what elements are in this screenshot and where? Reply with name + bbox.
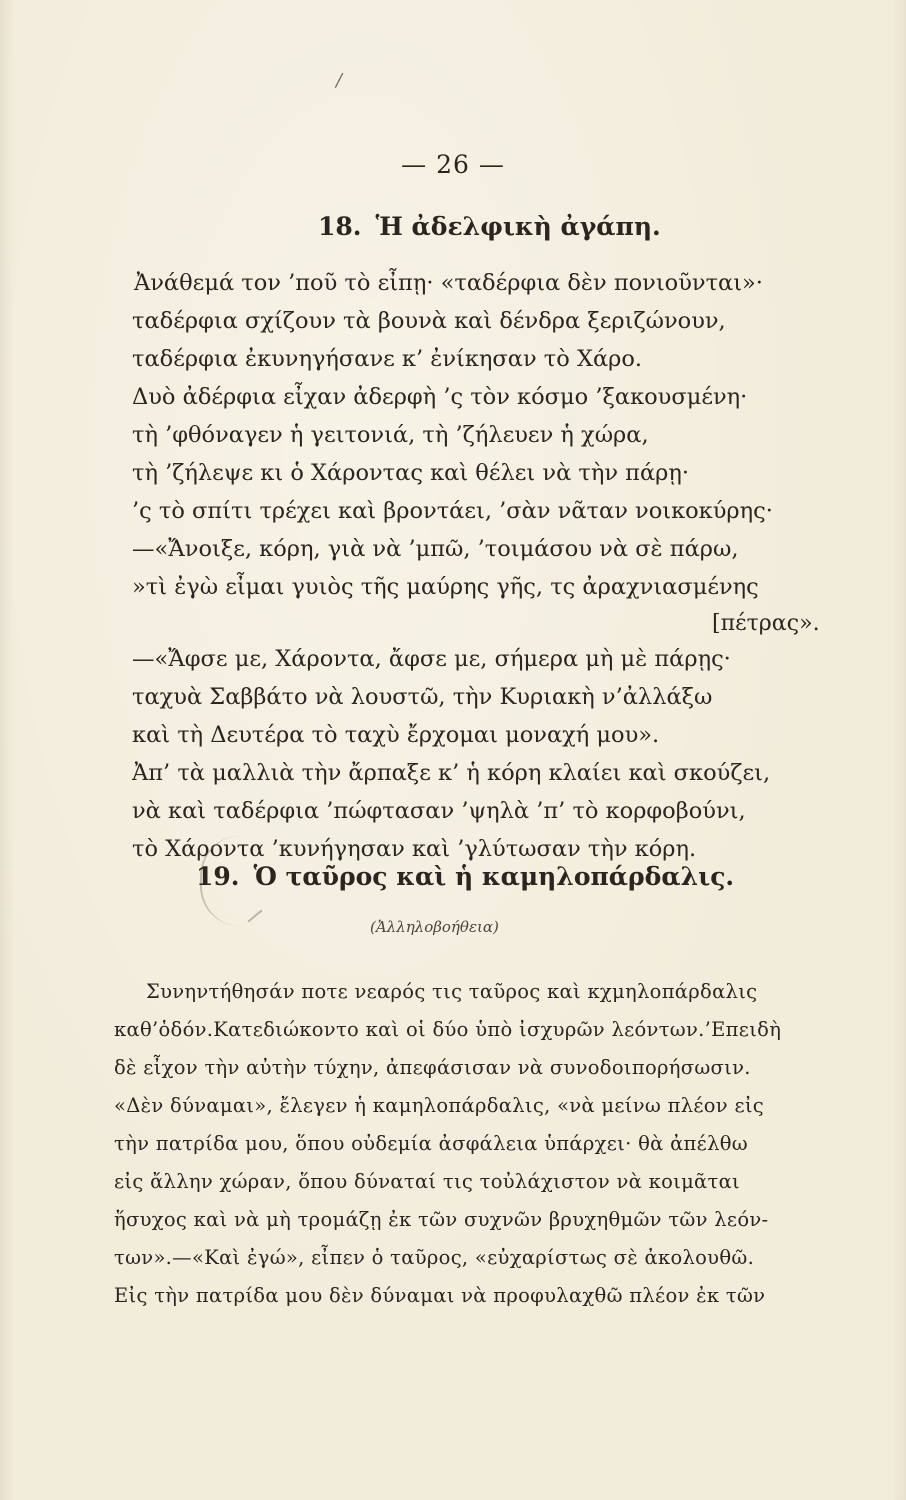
pencil-mark: / [336,70,343,91]
poem-line: ταχυὰ Σαββάτο νὰ λουστῶ, τὴν Κυριακὴ ν’ἀλλάξω [132,684,713,710]
poem-line: —«Ἄφσε με, Χάροντα, ἄφσε με, σήμερα μὴ μὲ πάρῃς· [132,646,731,672]
prose-line: Συνηντήθησάν ποτε νεαρός τις ταῦρος καὶ κχμηλοπάρδαλις [146,980,758,1003]
poem-line-continuation: [πέτρας». [712,610,820,636]
section-19-heading [196,862,734,891]
poem-line: τὴ ’φθόναγεν ἡ γειτονιά, τὴ ’ζήλευεν ἡ χώρα, [132,422,649,448]
prose-line: των».—«Καὶ ἐγώ», εἶπεν ὁ ταῦρος, «εὐχαρίστως σὲ ἀκολουθῶ. [114,1246,755,1269]
section-18-number: 18. [318,212,362,241]
section-19-subtitle: (Ἀλληλοβοήθεια) [370,918,499,936]
poem-line: τὸ Χάροντα ’κυνήγησαν καὶ ’γλύτωσαν τὴν κόρη. [132,836,697,862]
section-18-heading [318,212,661,241]
poem-line: —«Ἄνοιξε, κόρη, γιὰ νὰ ’μπῶ, ’τοιμάσου νὰ σὲ πάρω, [132,536,739,562]
poem-line: Ἀνάθεμά τον ’ποῦ τὸ εἶπῃ· «ταδέρφια δὲν πονιοῦνται»· [134,270,763,296]
prose-line: τὴν πατρίδα μου, ὅπου οὐδεμία ἀσφάλεια ὑπάρχει· θὰ ἀπέλθω [114,1132,748,1155]
section-19-title: Ὁ ταῦρος καὶ ἡ καμηλοπάρδαλις. [253,862,735,891]
prose-line: Εἰς τὴν πατρίδα μου δὲν δύναμαι νὰ προφυλαχθῶ πλέον ἐκ τῶν [114,1284,766,1307]
page-number: — 26 — [401,150,505,179]
prose-line: δὲ εἶχον τὴν αὐτὴν τύχην, ἀπεφάσισαν νὰ συνοδοιπορήσωσιν. [114,1056,751,1079]
prose-line: «Δὲν δύναμαι», ἔλεγεν ἡ καμηλοπάρδαλις, «νὰ μείνω πλέον εἰς [114,1094,765,1117]
prose-line: εἰς ἄλλην χώραν, ὅπου δύναταί τις τοὐλάχιστον νὰ κοιμᾶται [114,1170,741,1193]
section-18-title: Ἡ ἀδελφικὴ ἀγάπη. [375,212,661,241]
poem-line: Ἀπ’ τὰ μαλλιὰ τὴν ἄρπαξε κ’ ἡ κόρη κλαίει καὶ σκούζει, [132,760,771,786]
prose-line: ἥσυχος καὶ νὰ μὴ τρομάζῃ ἐκ τῶν συχνῶν βρυχηθμῶν τῶν λεόν- [114,1208,769,1231]
poem-line: »τὶ ἐγὼ εἶμαι γυιὸς τῆς μαύρης γῆς, τς ἀραχνιασμένης [132,574,759,600]
poem-line: τὴ ’ζήλεψε κι ὁ Χάροντας καὶ θέλει νὰ τὴν πάρῃ· [132,460,690,486]
poem-line: Δυὸ ἀδέρφια εἶχαν ἀδερφὴ ’ς τὸν κόσμο ’ξακουσμένη· [132,384,748,410]
poem-line: ’ς τὸ σπίτι τρέχει καὶ βροντάει, ’σὰν νᾶταν νοικοκύρης· [132,498,773,524]
poem-line: ταδέρφια ἐκυνηγήσανε κ’ ἐνίκησαν τὸ Χάρο. [132,346,643,372]
poem-line: νὰ καὶ ταδέρφια ’πώφτασαν ’ψηλὰ ’π’ τὸ κορφοβούνι, [132,798,746,824]
section-19-number: 19. [196,862,240,891]
prose-line: καθ’ὁδόν.Κατεδιώκοντο καὶ οἱ δύο ὑπὸ ἰσχυρῶν λεόντων.’Επειδὴ [114,1018,782,1041]
poem-line: καὶ τὴ Δευτέρα τὸ ταχὺ ἔρχομαι μοναχή μου». [132,722,660,748]
poem-line: ταδέρφια σχίζουν τὰ βουνὰ καὶ δένδρα ξεριζώνουν, [132,308,726,334]
